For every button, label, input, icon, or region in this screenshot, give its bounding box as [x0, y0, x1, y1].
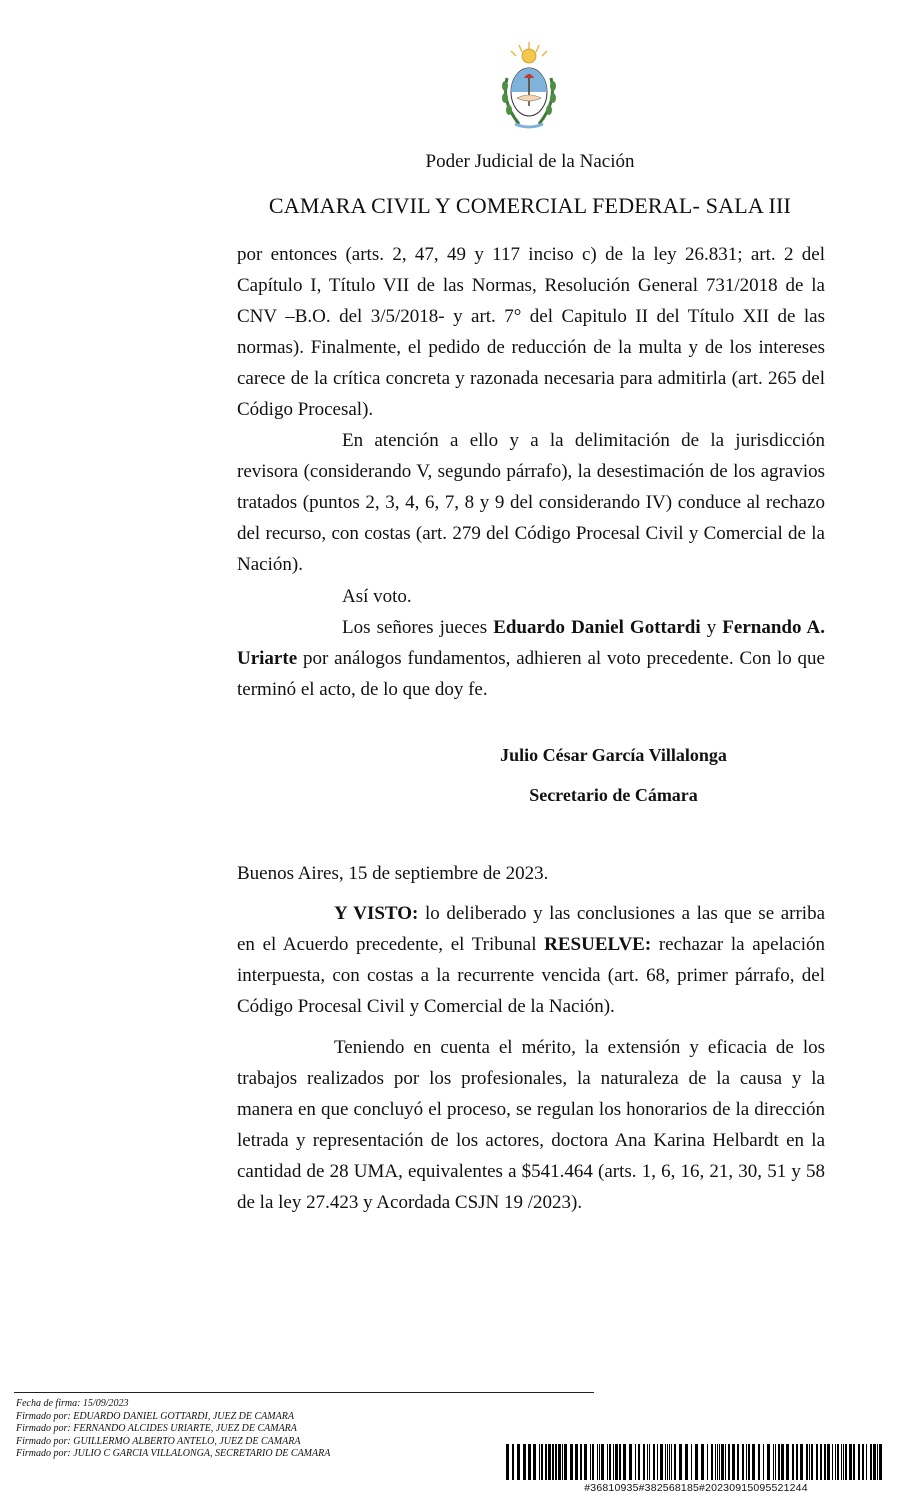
barcode-bar	[539, 1444, 540, 1480]
barcode-bar	[555, 1444, 557, 1480]
barcode-bar	[629, 1444, 632, 1480]
visto-text-b: rechazar la apelación interpuesta, con costas a la recurrente vencida (art. 68, primer párrafo, del Código Procesal Civil y Comercial de la Nación).	[237, 934, 825, 1017]
judge-name-gottardi: Eduardo Daniel Gottardi	[493, 617, 701, 638]
barcode-bar	[506, 1444, 509, 1480]
barcode-bar	[623, 1444, 626, 1480]
paragraph-text: Teniendo en cuenta el mérito, la extensión y eficacia de los trabajos realizados por los profesionales, la naturaleza de la causa y la manera en que concluyó el proceso, se regulan los honorarios de la dirección letrada y representación de los actores, doctora Ana Karina Helbardt en la cantidad de 28 UMA, equivalentes a $541.464 (arts. 1, 6, 16, 21, 30, 51 y 58 de la ley 27.423 y Acordada CSJN 19 /2023).	[237, 1037, 825, 1213]
barcode-bar	[638, 1444, 640, 1480]
barcode	[506, 1444, 886, 1484]
barcode-bar	[669, 1444, 670, 1480]
barcode-bar	[796, 1444, 798, 1480]
barcode-bar	[601, 1444, 604, 1480]
barcode-bar	[811, 1444, 813, 1480]
barcode-bar	[575, 1444, 578, 1480]
barcode-bar	[721, 1444, 724, 1480]
barcode-bar	[580, 1444, 582, 1480]
barcode-bar	[599, 1444, 600, 1480]
chamber-title: CAMARA CIVIL Y COMERCIAL FEDERAL- SALA III	[268, 193, 792, 218]
resuelve-label: RESUELVE:	[544, 934, 652, 955]
barcode-bar	[548, 1444, 551, 1480]
barcode-number: #36810935#382568185#20230915095521244	[584, 1482, 808, 1494]
barcode-bar	[558, 1444, 561, 1480]
barcode-bar	[619, 1444, 621, 1480]
barcode-bar	[517, 1444, 520, 1480]
barcode-bar	[545, 1444, 547, 1480]
barcode-bar	[667, 1444, 668, 1480]
barcode-bar	[870, 1444, 872, 1480]
barcode-bar	[877, 1444, 878, 1480]
barcode-bar	[657, 1444, 658, 1480]
barcode-bar	[746, 1444, 747, 1480]
barcode-bar	[719, 1444, 720, 1480]
barcode-bar	[841, 1444, 842, 1480]
barcode-bar	[728, 1444, 730, 1480]
signing-date: Fecha de firma: 15/09/2023	[16, 1398, 129, 1409]
barcode-bar	[671, 1444, 672, 1480]
barcode-bar	[858, 1444, 860, 1480]
barcode-bar	[725, 1444, 726, 1480]
barcode-bar	[873, 1444, 876, 1480]
signature-metadata	[16, 1398, 330, 1461]
judge-name-uriarte: Fernando A. Uriarte	[237, 617, 825, 669]
barcode-bar	[552, 1444, 554, 1480]
barcode-bar	[717, 1444, 718, 1480]
barcode-bar	[711, 1444, 713, 1480]
barcode-bar	[649, 1444, 650, 1480]
barcode-bar	[832, 1444, 833, 1480]
barcode-bar	[786, 1444, 789, 1480]
footer-divider	[14, 1392, 594, 1393]
paragraph-text: Así voto.	[342, 586, 412, 607]
barcode-bar	[809, 1444, 810, 1480]
barcode-bar	[607, 1444, 608, 1480]
barcode-bar	[597, 1444, 598, 1480]
barcode-bar	[775, 1444, 776, 1480]
barcode-bar	[674, 1444, 676, 1480]
visto-text-a: lo deliberado y las conclusiones a las que se arriba en el Acuerdo precedente, el Tribunal	[237, 903, 826, 955]
barcode-bar	[866, 1444, 867, 1480]
barcode-bar	[862, 1444, 864, 1480]
signer-line: Firmado por: JULIO C GARCIA VILLALONGA, SECRETARIO DE CAMARA	[16, 1448, 331, 1460]
resolution-date	[237, 858, 825, 889]
paragraph-continuation	[237, 239, 825, 425]
barcode-bar	[707, 1444, 708, 1480]
barcode-bar	[562, 1444, 563, 1480]
barcode-bar	[763, 1444, 764, 1480]
barcode-bar	[732, 1444, 735, 1480]
barcode-bar	[584, 1444, 587, 1480]
adhesion-text-c: por análogos fundamentos, adhieren al voto precedente. Con lo que terminó el acto, de lo que doy fe.	[237, 648, 825, 700]
barcode-bar	[781, 1444, 784, 1480]
barcode-bar	[843, 1444, 844, 1480]
barcode-bar	[835, 1444, 836, 1480]
barcode-bar	[837, 1444, 839, 1480]
barcode-bar	[827, 1444, 830, 1480]
signature-role: Secretario de Cámara	[529, 785, 698, 805]
barcode-bar	[643, 1444, 645, 1480]
paragraph-text	[237, 898, 825, 1022]
barcode-bar	[816, 1444, 818, 1480]
visto-label: Y VISTO:	[334, 903, 419, 924]
paragraph-conclusion	[237, 425, 825, 580]
signature-name: Julio César García Villalonga	[500, 745, 727, 765]
adhesion-text-b: y	[706, 617, 717, 638]
barcode-bar	[613, 1444, 614, 1480]
barcode-bar	[635, 1444, 636, 1480]
barcode-bar	[792, 1444, 794, 1480]
barcode-bar	[695, 1444, 698, 1480]
barcode-bar	[570, 1444, 573, 1480]
date-text: Buenos Aires, 15 de septiembre de 2023.	[237, 863, 549, 884]
barcode-bar	[767, 1444, 770, 1480]
barcode-bar	[879, 1444, 882, 1480]
barcode-bar	[752, 1444, 755, 1480]
barcode-bar	[820, 1444, 822, 1480]
barcode-bar	[615, 1444, 618, 1480]
barcode-bar	[541, 1444, 543, 1480]
barcode-bar	[523, 1444, 526, 1480]
barcode-bar	[824, 1444, 826, 1480]
paragraph-resolution	[237, 898, 825, 1022]
barcode-bar	[665, 1444, 666, 1480]
paragraph-adhesion	[237, 612, 825, 705]
adhesion-text-a: Los señores jueces	[342, 617, 488, 638]
barcode-bar	[653, 1444, 655, 1480]
paragraph-text: por entonces (arts. 2, 47, 49 y 117 inciso c) de la ley 26.831; art. 2 del Capítulo I, Título VII de las Normas, Resolución General 731/2018 de la CNV –B.O. del 3/5/2018- y art. 7° del Capitulo II del Título XII de las normas). Finalmente, el pedido de reducción de la multa y de los intereses carece de la crítica concreta y razonada necesaria para admitirla (art. 265 del Código Procesal).	[237, 244, 825, 420]
barcode-bar	[737, 1444, 739, 1480]
barcode-bar	[853, 1444, 855, 1480]
barcode-bar	[590, 1444, 591, 1480]
paragraph-text	[237, 612, 825, 705]
barcode-bar	[679, 1444, 682, 1480]
argentina-coat-of-arms-icon	[497, 40, 561, 132]
barcode-bar	[742, 1444, 744, 1480]
barcode-bar	[849, 1444, 852, 1480]
barcode-bar	[528, 1444, 531, 1480]
barcode-bar	[660, 1444, 663, 1480]
barcode-bar	[691, 1444, 692, 1480]
paragraph-fees	[237, 1032, 825, 1218]
barcode-bar	[748, 1444, 750, 1480]
barcode-bar	[806, 1444, 808, 1480]
barcode-bar	[701, 1444, 704, 1480]
barcode-bar	[592, 1444, 594, 1480]
barcode-bar	[609, 1444, 611, 1480]
barcode-bar	[564, 1444, 567, 1480]
barcode-bar	[647, 1444, 648, 1480]
barcode-bar	[512, 1444, 514, 1480]
paragraph-text: En atención a ello y a la delimitación de la jurisdicción revisora (considerando V, segundo párrafo), la desestimación de los agravios tratados (puntos 2, 3, 4, 6, 7, 8 y 9 del considerando IV) conduce al rechazo del recurso, con costas (art. 279 del Código Procesal Civil y Comercial de la Nación).	[237, 430, 825, 575]
barcode-bar	[778, 1444, 780, 1480]
signer-line: Firmado por: FERNANDO ALCIDES URIARTE, JUEZ DE CAMARA	[16, 1423, 297, 1435]
barcode-bar	[758, 1444, 760, 1480]
paragraph-vote	[237, 581, 825, 612]
signer-line: Firmado por: GUILLERMO ALBERTO ANTELO, JUEZ DE CAMARA	[16, 1435, 301, 1447]
court-name: Poder Judicial de la Nación	[425, 151, 635, 172]
barcode-bar	[533, 1444, 536, 1480]
barcode-bar	[800, 1444, 803, 1480]
barcode-bar	[773, 1444, 774, 1480]
barcode-bar	[685, 1444, 688, 1480]
barcode-bar	[845, 1444, 847, 1480]
barcode-bar	[715, 1444, 716, 1480]
signer-line: Firmado por: EDUARDO DANIEL GOTTARDI, JUEZ DE CAMARA	[16, 1410, 294, 1422]
